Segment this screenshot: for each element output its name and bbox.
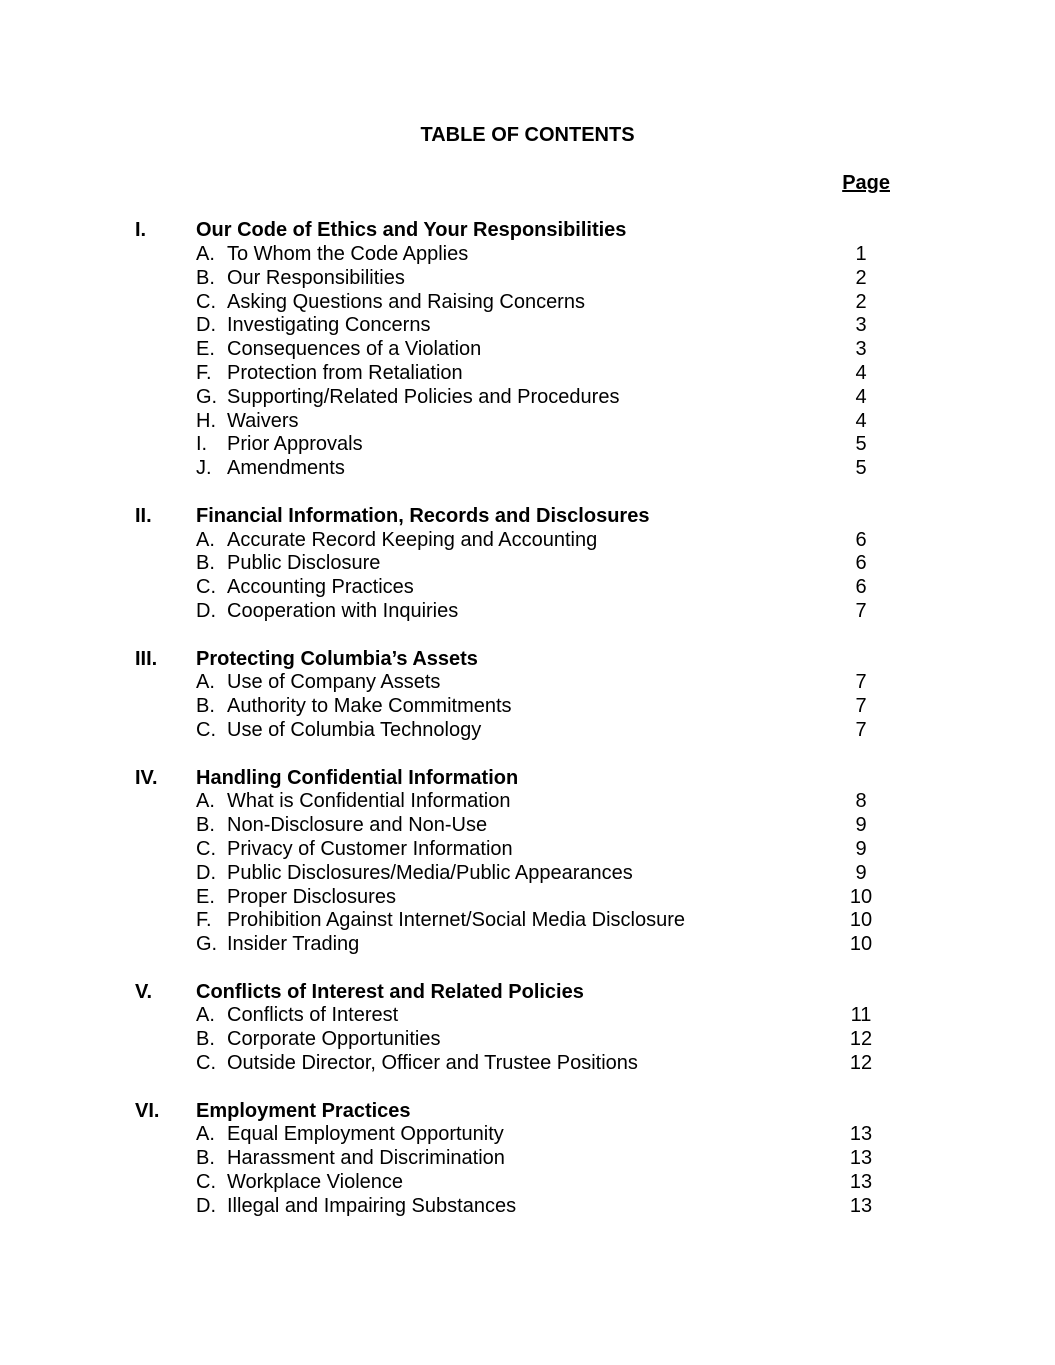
entry-title: Harassment and Discrimination: [227, 1147, 505, 1170]
entry-page-number: 9: [855, 837, 867, 860]
section-number: III.: [135, 647, 158, 670]
entry-letter: E.: [196, 885, 215, 908]
section-title: Financial Information, Records and Disclosures: [196, 504, 650, 527]
toc-entry[interactable]: [0, 529, 1055, 553]
toc-entry[interactable]: [0, 1195, 1055, 1219]
toc-sections: [0, 219, 1055, 1218]
entry-letter: F.: [196, 909, 212, 932]
section-number: IV.: [135, 766, 158, 789]
entry-letter: A.: [196, 528, 215, 551]
toc-entry[interactable]: [0, 433, 1055, 457]
toc-entry[interactable]: [0, 243, 1055, 267]
toc-entry[interactable]: [0, 338, 1055, 362]
entry-page-number: 12: [849, 1052, 873, 1075]
entry-title: Use of Company Assets: [227, 671, 441, 694]
entry-title: Prior Approvals: [227, 433, 363, 456]
toc-section-heading[interactable]: [0, 1100, 1055, 1124]
toc-entry[interactable]: [0, 576, 1055, 600]
entry-page-number: 4: [855, 409, 867, 432]
toc-entry[interactable]: [0, 362, 1055, 386]
toc-entry[interactable]: [0, 838, 1055, 862]
entry-page-number: 11: [850, 1004, 872, 1027]
entry-letter: I.: [196, 433, 208, 456]
entry-letter: G.: [196, 385, 218, 408]
entry-page-number: 5: [855, 433, 867, 456]
entry-letter: D.: [196, 861, 216, 884]
entry-page-number: 1: [855, 242, 867, 265]
toc-entry[interactable]: [0, 1123, 1055, 1147]
entry-title: Accurate Record Keeping and Accounting: [227, 528, 598, 551]
entry-letter: D.: [196, 314, 216, 337]
toc-entry[interactable]: [0, 1052, 1055, 1076]
section-title: Employment Practices: [196, 1099, 411, 1122]
entry-letter: B.: [196, 1147, 215, 1170]
entry-letter: C.: [196, 718, 216, 741]
toc-entry[interactable]: [0, 1028, 1055, 1052]
entry-title: Prohibition Against Internet/Social Media Disclosure: [227, 909, 686, 932]
entry-letter: C.: [196, 290, 216, 313]
entry-letter: A.: [196, 671, 215, 694]
entry-title: Waivers: [227, 409, 299, 432]
entry-title: Consequences of a Violation: [227, 338, 482, 361]
entry-letter: E.: [196, 338, 215, 361]
entry-page-number: 7: [855, 718, 867, 741]
entry-page-number: 7: [855, 695, 867, 718]
entry-letter: B.: [196, 552, 215, 575]
entry-letter: A.: [196, 242, 215, 265]
toc-entry[interactable]: [0, 695, 1055, 719]
entry-page-number: 2: [855, 290, 867, 313]
toc-entry[interactable]: [0, 552, 1055, 576]
entry-page-number: 7: [855, 671, 867, 694]
entry-title: Corporate Opportunities: [227, 1028, 441, 1051]
entry-letter: A.: [196, 790, 215, 813]
entry-page-number: 13: [849, 1147, 873, 1170]
toc-section-heading[interactable]: [0, 648, 1055, 672]
entry-letter: H.: [196, 409, 216, 432]
entry-page-number: 13: [849, 1194, 873, 1217]
toc-section-heading[interactable]: [0, 219, 1055, 243]
toc-section-heading[interactable]: [0, 505, 1055, 529]
entry-title: Our Responsibilities: [227, 266, 405, 289]
entry-title: Equal Employment Opportunity: [227, 1123, 504, 1146]
toc-entry[interactable]: [0, 1004, 1055, 1028]
page-title: TABLE OF CONTENTS: [420, 124, 635, 146]
entry-page-number: 12: [849, 1028, 873, 1051]
entry-title: Privacy of Customer Information: [227, 837, 513, 860]
entry-title: Public Disclosure: [227, 552, 381, 575]
entry-page-number: 10: [849, 885, 873, 908]
section-number: V.: [135, 980, 153, 1003]
entry-letter: C.: [196, 837, 216, 860]
entry-page-number: 3: [855, 338, 867, 361]
entry-letter: A.: [196, 1004, 215, 1027]
entry-page-number: 2: [855, 266, 867, 289]
entry-page-number: 4: [855, 361, 867, 384]
toc-section-heading[interactable]: [0, 981, 1055, 1005]
entry-page-number: 6: [855, 552, 867, 575]
toc-entry[interactable]: [0, 909, 1055, 933]
entry-title: Amendments: [227, 457, 345, 480]
entry-letter: B.: [196, 1028, 215, 1051]
entry-page-number: 5: [855, 457, 867, 480]
entry-title: Cooperation with Inquiries: [227, 599, 459, 622]
entry-page-number: 13: [849, 1123, 873, 1146]
entry-page-number: 4: [855, 385, 867, 408]
toc-entry[interactable]: [0, 814, 1055, 838]
entry-letter: D.: [196, 599, 216, 622]
entry-page-number: 3: [855, 314, 867, 337]
entry-page-number: 6: [855, 576, 867, 599]
table-of-contents: [0, 124, 1055, 1219]
toc-entry[interactable]: [0, 886, 1055, 910]
toc-entry[interactable]: [0, 719, 1055, 743]
entry-letter: C.: [196, 576, 216, 599]
section-title: Conflicts of Interest and Related Policies: [196, 980, 584, 1003]
entry-page-number: 10: [849, 933, 873, 956]
entry-title: Proper Disclosures: [227, 885, 396, 908]
section-number: I.: [135, 219, 147, 242]
toc-entry[interactable]: [0, 1147, 1055, 1171]
entry-letter: B.: [196, 814, 215, 837]
toc-entry[interactable]: [0, 862, 1055, 886]
entry-title: Supporting/Related Policies and Procedures: [227, 385, 620, 408]
toc-entry[interactable]: [0, 291, 1055, 315]
section-title: Protecting Columbia’s Assets: [196, 647, 478, 670]
toc-entry[interactable]: [0, 600, 1055, 624]
toc-entry[interactable]: [0, 314, 1055, 338]
entry-title: Conflicts of Interest: [227, 1004, 399, 1027]
toc-entry[interactable]: [0, 386, 1055, 410]
toc-entry[interactable]: [0, 410, 1055, 434]
entry-title: Workplace Violence: [227, 1171, 404, 1194]
entry-title: Non-Disclosure and Non-Use: [227, 814, 488, 837]
toc-entry[interactable]: [0, 671, 1055, 695]
entry-title: Accounting Practices: [227, 576, 414, 599]
entry-title: Public Disclosures/Media/Public Appearances: [227, 861, 633, 884]
section-number: VI.: [135, 1099, 160, 1122]
entry-page-number: 13: [849, 1171, 873, 1194]
entry-title: Use of Columbia Technology: [227, 718, 482, 741]
entry-letter: J.: [196, 457, 212, 480]
entry-letter: D.: [196, 1194, 216, 1217]
entry-letter: F.: [196, 361, 212, 384]
entry-page-number: 8: [855, 790, 867, 813]
entry-title: Asking Questions and Raising Concerns: [227, 290, 585, 313]
entry-letter: A.: [196, 1123, 215, 1146]
entry-page-number: 7: [855, 599, 867, 622]
entry-title: Protection from Retaliation: [227, 361, 463, 384]
toc-entry[interactable]: [0, 267, 1055, 291]
entry-page-number: 9: [855, 861, 867, 884]
entry-title: What is Confidential Information: [227, 790, 511, 813]
entry-page-number: 6: [855, 528, 867, 551]
section-number: II.: [135, 504, 152, 527]
entry-page-number: 10: [849, 909, 873, 932]
section-title: Handling Confidential Information: [196, 766, 519, 789]
entry-title: Insider Trading: [227, 933, 360, 956]
toc-entry[interactable]: [0, 1171, 1055, 1195]
toc-entry[interactable]: [0, 457, 1055, 481]
entry-title: Illegal and Impairing Substances: [227, 1194, 517, 1217]
entry-letter: C.: [196, 1171, 216, 1194]
entry-letter: B.: [196, 695, 215, 718]
entry-title: To Whom the Code Applies: [227, 242, 469, 265]
entry-letter: B.: [196, 266, 215, 289]
entry-title: Authority to Make Commitments: [227, 695, 512, 718]
entry-page-number: 9: [855, 814, 867, 837]
toc-section-heading[interactable]: [0, 767, 1055, 791]
toc-entry[interactable]: [0, 933, 1055, 957]
page-column-header: Page: [842, 171, 890, 194]
entry-letter: C.: [196, 1052, 216, 1075]
entry-title: Investigating Concerns: [227, 314, 431, 337]
toc-entry[interactable]: [0, 790, 1055, 814]
section-title: Our Code of Ethics and Your Responsibilities: [196, 219, 627, 242]
entry-letter: G.: [196, 933, 218, 956]
entry-title: Outside Director, Officer and Trustee Positions: [227, 1052, 638, 1075]
